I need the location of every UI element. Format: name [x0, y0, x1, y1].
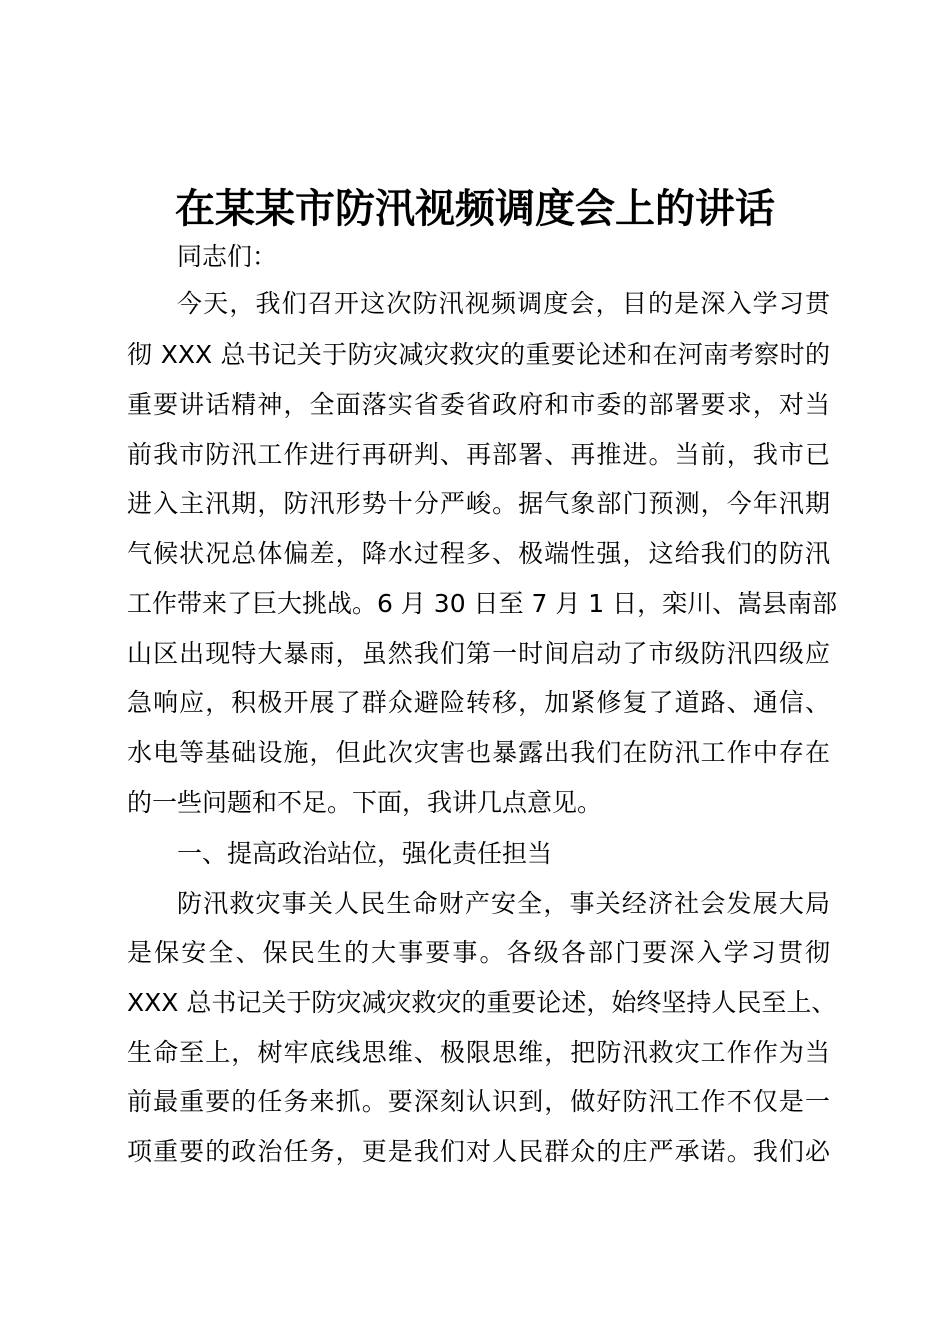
paragraph-line: 是保安全、保民生的大事要事。各级各部门要深入学习贯彻	[127, 938, 830, 967]
paragraph-line: 急响应，积极开展了群众避险转移，加紧修复了道路、通信、	[127, 688, 830, 717]
paragraph-line: 前我市防汛工作进行再研判、再部署、再推进。当前，我市已	[127, 440, 830, 469]
paragraph-line: 工作带来了巨大挑战。6 月 30 日至 7 月 1 日，栾川、嵩县南部	[127, 589, 838, 618]
section-heading: 一、提高政治站位，强化责任担当	[177, 839, 553, 868]
paragraph-line: 生命至上，树牢底线思维、极限思维，把防汛救灾工作作为当	[127, 1038, 830, 1067]
paragraph-line: 进入主汛期，防汛形势十分严峻。据气象部门预测，今年汛期	[127, 489, 830, 518]
paragraph-line: 重要讲话精神，全面落实省委省政府和市委的部署要求，对当	[127, 390, 830, 419]
paragraph-line: 今天，我们召开这次防汛视频调度会，目的是深入学习贯	[177, 289, 830, 318]
document-title: 在某某市防汛视频调度会上的讲话	[175, 186, 775, 232]
paragraph-line: XXX 总书记关于防灾减灾救灾的重要论述，始终坚持人民至上、	[127, 988, 837, 1017]
paragraph-line: 水电等基础设施，但此次灾害也暴露出我们在防汛工作中存在	[127, 738, 830, 767]
paragraph-line: 气候状况总体偏差，降水过程多、极端性强，这给我们的防汛	[127, 539, 830, 568]
paragraph-line: 防汛救灾事关人民生命财产安全，事关经济社会发展大局	[177, 889, 830, 918]
salutation: 同志们：	[177, 242, 278, 271]
paragraph-line: 项重要的政治任务，更是我们对人民群众的庄严承诺。我们必	[127, 1137, 830, 1166]
paragraph-line: 彻 XXX 总书记关于防灾减灾救灾的重要论述和在河南考察时的	[127, 340, 830, 369]
paragraph-line: 的一些问题和不足。下面，我讲几点意见。	[127, 788, 603, 817]
paragraph-line: 山区出现特大暴雨，虽然我们第一时间启动了市级防汛四级应	[127, 639, 830, 668]
paragraph-line: 前最重要的任务来抓。要深刻认识到，做好防汛工作不仅是一	[127, 1087, 830, 1116]
